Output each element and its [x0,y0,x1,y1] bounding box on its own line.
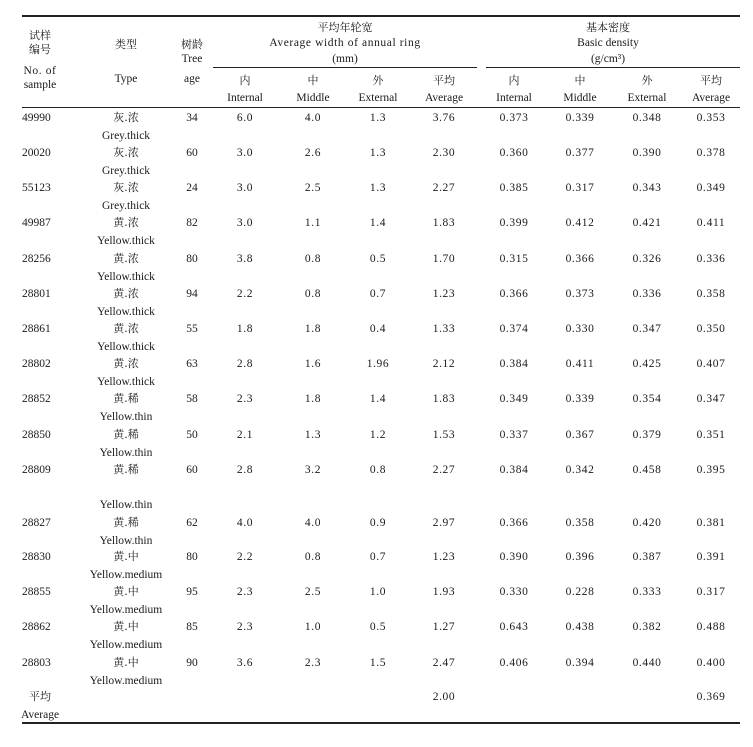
header-dens-sub-1-en: Middle [563,92,597,104]
row-12-sample-id: 28830 [22,551,51,563]
row-3-age: 82 [186,217,198,229]
header-dens-sub-3-en: Average [691,92,731,104]
row-0-type-en: Grey.thick [101,130,151,142]
row-0-ring-2: 1.3 [369,112,387,124]
row-3-sample-id: 49987 [22,217,51,229]
row-10-dens-0: 0.384 [499,464,529,476]
row-2-ring-2: 1.3 [369,182,387,194]
row-14-sample-id: 28862 [22,621,51,633]
row-8-sample-id: 28852 [22,393,51,405]
row-3-dens-1: 0.412 [565,217,595,229]
row-11-sample-id: 28827 [22,517,51,529]
row-15-sample-id: 28803 [22,657,51,669]
row-5-type-cn: 黄.浓 [113,287,139,300]
density-group-rule [486,67,740,68]
row-15-type-cn: 黄.中 [113,656,139,669]
row-2-dens-3: 0.349 [696,182,726,194]
row-1-type-en: Grey.thick [101,165,151,177]
row-5-type-en: Yellow.thick [97,306,155,318]
row-7-type-cn: 黄.浓 [113,357,139,370]
header-sample-en-2: sample [23,79,57,91]
row-6-dens-2: 0.347 [632,323,662,335]
row-11-age: 62 [186,517,198,529]
row-6-type-cn: 黄.浓 [113,322,139,335]
row-11-type-en: Yellow.thin [99,535,153,547]
row-8-type-cn: 黄.稀 [113,392,139,405]
row-5-dens-3: 0.358 [696,288,726,300]
row-12-ring-0: 2.2 [236,551,254,563]
row-5-dens-0: 0.366 [499,288,529,300]
row-8-dens-0: 0.349 [499,393,529,405]
header-ring-sub-1-cn: 中 [307,74,319,87]
row-2-dens-2: 0.343 [632,182,662,194]
row-10-ring-0: 2.8 [236,464,254,476]
row-8-dens-1: 0.339 [565,393,595,405]
header-density-en: Basic density [577,37,639,49]
row-4-ring-3: 1.70 [432,253,456,265]
header-dens-sub-1-cn: 中 [574,74,586,87]
row-14-dens-2: 0.382 [632,621,662,633]
header-sample-cn-2: 编号 [29,43,51,56]
header-density-cn: 基本密度 [586,21,630,34]
row-4-age: 80 [186,253,198,265]
header-type-en: Type [114,73,138,85]
row-9-type-en: Yellow.thin [99,447,153,459]
row-12-dens-1: 0.396 [565,551,595,563]
row-14-ring-3: 1.27 [432,621,456,633]
header-ring-sub-3-cn: 平均 [433,74,455,87]
row-13-dens-2: 0.333 [632,586,662,598]
row-12-dens-3: 0.391 [696,551,726,563]
row-11-ring-3: 2.97 [432,517,456,529]
row-7-sample-id: 28802 [22,358,51,370]
row-13-dens-1: 0.228 [565,586,595,598]
row-4-type-cn: 黄.浓 [113,252,139,265]
row-4-ring-1: 0.8 [304,253,322,265]
row-2-age: 24 [186,182,198,194]
row-1-ring-0: 3.0 [236,147,254,159]
row-7-ring-2: 1.96 [366,358,390,370]
row-14-ring-2: 0.5 [369,621,387,633]
row-15-dens-0: 0.406 [499,657,529,669]
row-9-sample-id: 28850 [22,429,51,441]
row-14-dens-0: 0.643 [499,621,529,633]
row-13-ring-2: 1.0 [369,586,387,598]
row-11-ring-0: 4.0 [236,517,254,529]
row-7-ring-3: 2.12 [432,358,456,370]
header-ring-unit: (mm) [332,53,358,65]
row-7-ring-1: 1.6 [304,358,322,370]
row-3-ring-1: 1.1 [304,217,322,229]
row-13-ring-0: 2.3 [236,586,254,598]
header-ring-sub-3-en: Average [424,92,464,104]
row-3-type-en: Yellow.thick [97,235,155,247]
header-dens-sub-3-cn: 平均 [700,74,722,87]
row-5-age: 94 [186,288,198,300]
row-13-dens-3: 0.317 [696,586,726,598]
row-0-dens-3: 0.353 [696,112,726,124]
header-age-en-1: Tree [181,53,203,65]
row-11-dens-1: 0.358 [565,517,595,529]
bottom-rule [22,722,740,724]
row-2-type-en: Grey.thick [101,200,151,212]
row-10-dens-3: 0.395 [696,464,726,476]
row-4-sample-id: 28256 [22,253,51,265]
row-14-dens-1: 0.438 [565,621,595,633]
row-4-type-en: Yellow.thick [97,271,155,283]
row-5-ring-3: 1.23 [432,288,456,300]
header-type-cn: 类型 [115,38,137,51]
row-5-dens-2: 0.336 [632,288,662,300]
header-ring-sub-2-cn: 外 [372,74,384,87]
row-15-dens-1: 0.394 [565,657,595,669]
row-7-dens-0: 0.384 [499,358,529,370]
row-3-type-cn: 黄.浓 [113,216,139,229]
row-11-type-cn: 黄.稀 [113,516,139,529]
row-12-dens-0: 0.390 [499,551,529,563]
row-6-dens-0: 0.374 [499,323,529,335]
row-0-ring-0: 6.0 [236,112,254,124]
row-4-dens-1: 0.366 [565,253,595,265]
row-7-type-en: Yellow.thick [97,376,155,388]
row-12-age: 80 [186,551,198,563]
row-15-ring-1: 2.3 [304,657,322,669]
row-11-dens-2: 0.420 [632,517,662,529]
header-bottom-rule [22,107,740,108]
header-dens-sub-2-en: External [627,92,667,104]
row-3-dens-2: 0.421 [632,217,662,229]
row-1-ring-1: 2.6 [304,147,322,159]
row-15-dens-3: 0.400 [696,657,726,669]
header-dens-sub-0-en: Internal [496,92,532,104]
header-density-unit: (g/cm³) [590,53,626,65]
row-1-dens-0: 0.360 [499,147,529,159]
row-4-dens-0: 0.315 [499,253,529,265]
header-age-en-2: age [184,73,200,85]
row-15-ring-3: 2.47 [432,657,456,669]
row-3-ring-2: 1.4 [369,217,387,229]
row-0-ring-3: 3.76 [432,112,456,124]
row-9-dens-1: 0.367 [565,429,595,441]
row-13-ring-3: 1.93 [432,586,456,598]
row-7-dens-3: 0.407 [696,358,726,370]
row-10-dens-1: 0.342 [565,464,595,476]
row-7-age: 63 [186,358,198,370]
row-4-dens-3: 0.336 [696,253,726,265]
header-ring-sub-0-cn: 内 [239,74,251,87]
header-sample-en-1: No. of [23,65,57,77]
row-0-dens-1: 0.339 [565,112,595,124]
row-8-ring-3: 1.83 [432,393,456,405]
row-5-ring-1: 0.8 [304,288,322,300]
row-3-dens-3: 0.411 [696,217,726,229]
row-8-ring-0: 2.3 [236,393,254,405]
header-ring-sub-2-en: External [358,92,398,104]
row-8-type-en: Yellow.thin [99,411,153,423]
row-15-ring-2: 1.5 [369,657,387,669]
row-5-dens-1: 0.373 [565,288,595,300]
header-age-cn: 树龄 [181,38,203,51]
row-15-type-en: Yellow.medium [89,675,163,687]
row-1-type-cn: 灰.浓 [113,146,139,159]
row-13-type-cn: 黄.中 [113,585,139,598]
row-7-dens-1: 0.411 [565,358,595,370]
row-5-sample-id: 28801 [22,288,51,300]
row-0-ring-1: 4.0 [304,112,322,124]
row-10-dens-2: 0.458 [632,464,662,476]
row-6-ring-2: 0.4 [369,323,387,335]
row-11-ring-2: 0.9 [369,517,387,529]
row-2-type-cn: 灰.浓 [113,181,139,194]
row-9-ring-3: 1.53 [432,429,456,441]
row-13-ring-1: 2.5 [304,586,322,598]
header-sample-cn-1: 试样 [29,29,51,42]
row-9-dens-2: 0.379 [632,429,662,441]
row-9-ring-0: 2.1 [236,429,254,441]
row-9-ring-2: 1.2 [369,429,387,441]
row-2-sample-id: 55123 [22,182,51,194]
row-3-ring-3: 1.83 [432,217,456,229]
header-ring-sub-1-en: Middle [296,92,330,104]
row-13-type-en: Yellow.medium [89,604,163,616]
footer-density-average: 0.369 [696,691,726,703]
row-8-dens-3: 0.347 [696,393,726,405]
row-12-type-en: Yellow.medium [89,569,163,581]
row-0-age: 34 [186,112,198,124]
row-6-ring-3: 1.33 [432,323,456,335]
row-10-ring-1: 3.2 [304,464,322,476]
row-0-sample-id: 49990 [22,112,51,124]
row-9-dens-3: 0.351 [696,429,726,441]
row-10-age: 60 [186,464,198,476]
row-11-dens-0: 0.366 [499,517,529,529]
row-11-ring-1: 4.0 [304,517,322,529]
row-0-dens-2: 0.348 [632,112,662,124]
row-14-dens-3: 0.488 [696,621,726,633]
row-6-sample-id: 28861 [22,323,51,335]
row-8-age: 58 [186,393,198,405]
row-0-dens-0: 0.373 [499,112,529,124]
row-1-dens-2: 0.390 [632,147,662,159]
row-8-ring-1: 1.8 [304,393,322,405]
row-5-ring-2: 0.7 [369,288,387,300]
row-11-dens-3: 0.381 [696,517,726,529]
header-ring-cn: 平均年轮宽 [317,21,373,34]
header-ring-sub-0-en: Internal [227,92,263,104]
row-0-type-cn: 灰.浓 [113,111,139,124]
row-15-ring-0: 3.6 [236,657,254,669]
row-12-ring-3: 1.23 [432,551,456,563]
row-4-dens-2: 0.326 [632,253,662,265]
footer-average-cn: 平均 [29,690,51,703]
row-5-ring-0: 2.2 [236,288,254,300]
row-15-age: 90 [186,657,198,669]
row-1-ring-3: 2.30 [432,147,456,159]
row-2-ring-3: 2.27 [432,182,456,194]
row-2-dens-1: 0.317 [565,182,595,194]
row-10-ring-2: 0.8 [369,464,387,476]
row-13-dens-0: 0.330 [499,586,529,598]
row-2-dens-0: 0.385 [499,182,529,194]
row-3-dens-0: 0.399 [499,217,529,229]
row-12-ring-1: 0.8 [304,551,322,563]
row-14-ring-0: 2.3 [236,621,254,633]
row-6-dens-1: 0.330 [565,323,595,335]
row-9-age: 50 [186,429,198,441]
row-6-type-en: Yellow.thick [97,341,155,353]
row-6-ring-1: 1.8 [304,323,322,335]
row-1-dens-3: 0.378 [696,147,726,159]
row-15-dens-2: 0.440 [632,657,662,669]
row-1-sample-id: 20020 [22,147,51,159]
row-14-type-cn: 黄.中 [113,620,139,633]
row-10-ring-3: 2.27 [432,464,456,476]
row-9-ring-1: 1.3 [304,429,322,441]
row-12-type-cn: 黄.中 [113,550,139,563]
row-9-dens-0: 0.337 [499,429,529,441]
row-12-ring-2: 0.7 [369,551,387,563]
ring-group-rule [213,67,477,68]
row-1-age: 60 [186,147,198,159]
top-rule [22,15,740,17]
row-13-age: 95 [186,586,198,598]
row-13-sample-id: 28855 [22,586,51,598]
row-10-sample-id: 28809 [22,464,51,476]
row-10-type-cn: 黄.稀 [113,463,139,476]
row-1-ring-2: 1.3 [369,147,387,159]
row-1-dens-1: 0.377 [565,147,595,159]
row-14-type-en: Yellow.medium [89,639,163,651]
row-8-dens-2: 0.354 [632,393,662,405]
row-6-ring-0: 1.8 [236,323,254,335]
row-4-ring-0: 3.8 [236,253,254,265]
row-7-ring-0: 2.8 [236,358,254,370]
row-7-dens-2: 0.425 [632,358,662,370]
row-12-dens-2: 0.387 [632,551,662,563]
footer-ring-average: 2.00 [432,691,456,703]
row-14-ring-1: 1.0 [304,621,322,633]
footer-average-en: Average [20,709,60,721]
row-10-type-en: Yellow.thin [99,499,153,511]
row-6-age: 55 [186,323,198,335]
row-14-age: 85 [186,621,198,633]
row-9-type-cn: 黄.稀 [113,428,139,441]
row-2-ring-0: 3.0 [236,182,254,194]
row-3-ring-0: 3.0 [236,217,254,229]
row-2-ring-1: 2.5 [304,182,322,194]
header-dens-sub-2-cn: 外 [641,74,653,87]
header-ring-en: Average width of annual ring [269,37,421,49]
row-4-ring-2: 0.5 [369,253,387,265]
row-6-dens-3: 0.350 [696,323,726,335]
row-8-ring-2: 1.4 [369,393,387,405]
header-dens-sub-0-cn: 内 [508,74,520,87]
